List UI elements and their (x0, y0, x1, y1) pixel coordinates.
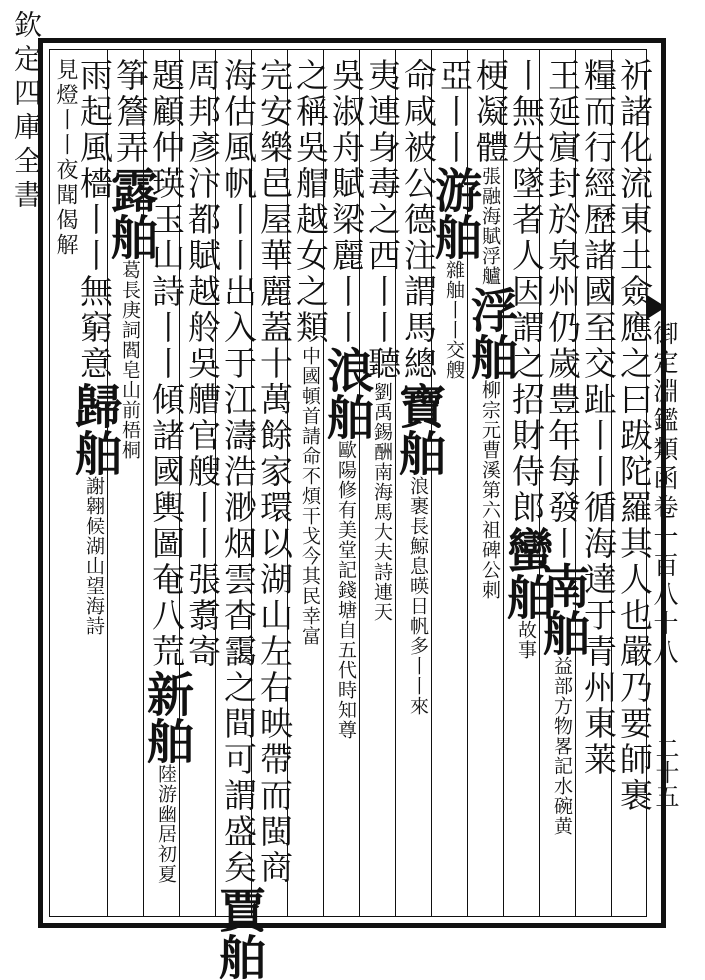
text-column-9 (319, 58, 374, 910)
column-text: 夷連身毒之西丨丨聽 (363, 58, 402, 382)
column-text: 命咸被公德注謂馬總 (399, 58, 438, 382)
text-column-15 (103, 58, 158, 910)
column-text: 丨無失墜者人因謂之招財侍郎 (507, 58, 546, 526)
column-text: 王延賔封於泉州仍歲豊年每發丨 (543, 58, 582, 562)
entry-heading: 寶舶 (391, 382, 446, 476)
text-column-7 (391, 58, 446, 910)
annotation-text: 歐陽修有美堂記錢塘自五代時知尊 (335, 440, 357, 740)
entry-heading: 歸舶 (67, 382, 122, 476)
column-text: 完安樂邑屋華麗蓋十萬餘家環以湖山左右映帶而閩商 (255, 58, 294, 886)
entry-heading: 南舶 (535, 562, 590, 656)
book-title: 欽定四庫全書 (10, 10, 43, 214)
annotation-text: 中國頓首請命不煩干戈今其民幸富 (299, 346, 321, 646)
entry-heading: 浮舶 (463, 286, 518, 380)
volume-title: 御定淵鑑類函卷一百八十八 (650, 320, 679, 668)
column-text (53, 66, 78, 116)
text-column-1 (614, 58, 654, 910)
column-text: 亞丨丨 (435, 58, 474, 166)
column-text: 海估風帆丨丨出入于江濤浩渺烟雲杳靄之間可謂盛矣 (219, 58, 258, 886)
column-text: 糧而行經歷諸國至交趾丨丨循海達于青州東莱 (579, 58, 618, 778)
annotation-text: 張融海賦浮艫 (479, 166, 501, 286)
text-column-10 (290, 58, 330, 910)
text-column-4 (499, 58, 554, 910)
text-column-2 (578, 58, 618, 910)
annotation-text: 雜舳丨丨交艘 (443, 260, 465, 380)
text-column-11 (254, 58, 294, 910)
page-number: 二十五 (651, 736, 679, 808)
entry-heading: 賈舶 (211, 886, 266, 980)
column-text: 梗凝體 (471, 58, 510, 166)
annotation-text: 劉禹錫酬南海馬大夫詩連天 (371, 382, 393, 622)
entry-heading: 新舶 (139, 670, 194, 764)
entry-heading: 浪舶 (319, 346, 374, 440)
column-text: 之稱吳艒越女之類 (291, 58, 330, 346)
column-text: 祈諸化流東土僉應之曰跋陀羅其人也嚴乃要師裹 (615, 58, 654, 814)
column-text: 見燈丨丨夜聞偈解 (53, 58, 78, 258)
column-text: 周邦彥汴都賦越舲吳艚官艘丨丨張翥寄 (183, 58, 222, 670)
entry-heading: 露舶 (103, 166, 158, 260)
annotation-text: 益部方物畧記水碗黄 (551, 656, 573, 836)
annotation-text: 陸游幽居初夏 (155, 764, 177, 884)
text-column-16 (67, 58, 122, 910)
entry-heading: 蠻舶 (499, 526, 554, 620)
annotation-text: 謝翱候湖山望海詩 (83, 476, 105, 636)
entry-heading: 游舶 (427, 166, 482, 260)
text-column-3 (535, 58, 590, 910)
annotation-text: 柳宗元曹溪第六祖碑公刺 (479, 380, 501, 600)
column-text: 吳淑舟賦梁麗丨丨 (327, 58, 366, 346)
text-column-8 (362, 58, 402, 910)
text-column-6 (427, 58, 482, 910)
column-text: 雨起風檣丨丨無窮意 (75, 58, 114, 382)
annotation-text: 故事 (515, 620, 537, 660)
annotation-text: 葛長庚詞閻皂山前梧桐 (119, 260, 141, 460)
column-text: 筝簷弄 (111, 58, 150, 166)
column-text: 題顧仲瑛玉山詩丨丨傾諸國輿圖奄八荒 (147, 58, 186, 670)
text-column-13 (182, 58, 222, 910)
text-column-12 (211, 58, 266, 980)
annotation-text: 浪裹長鯨息暎日帆多丨丨來 (407, 476, 429, 716)
